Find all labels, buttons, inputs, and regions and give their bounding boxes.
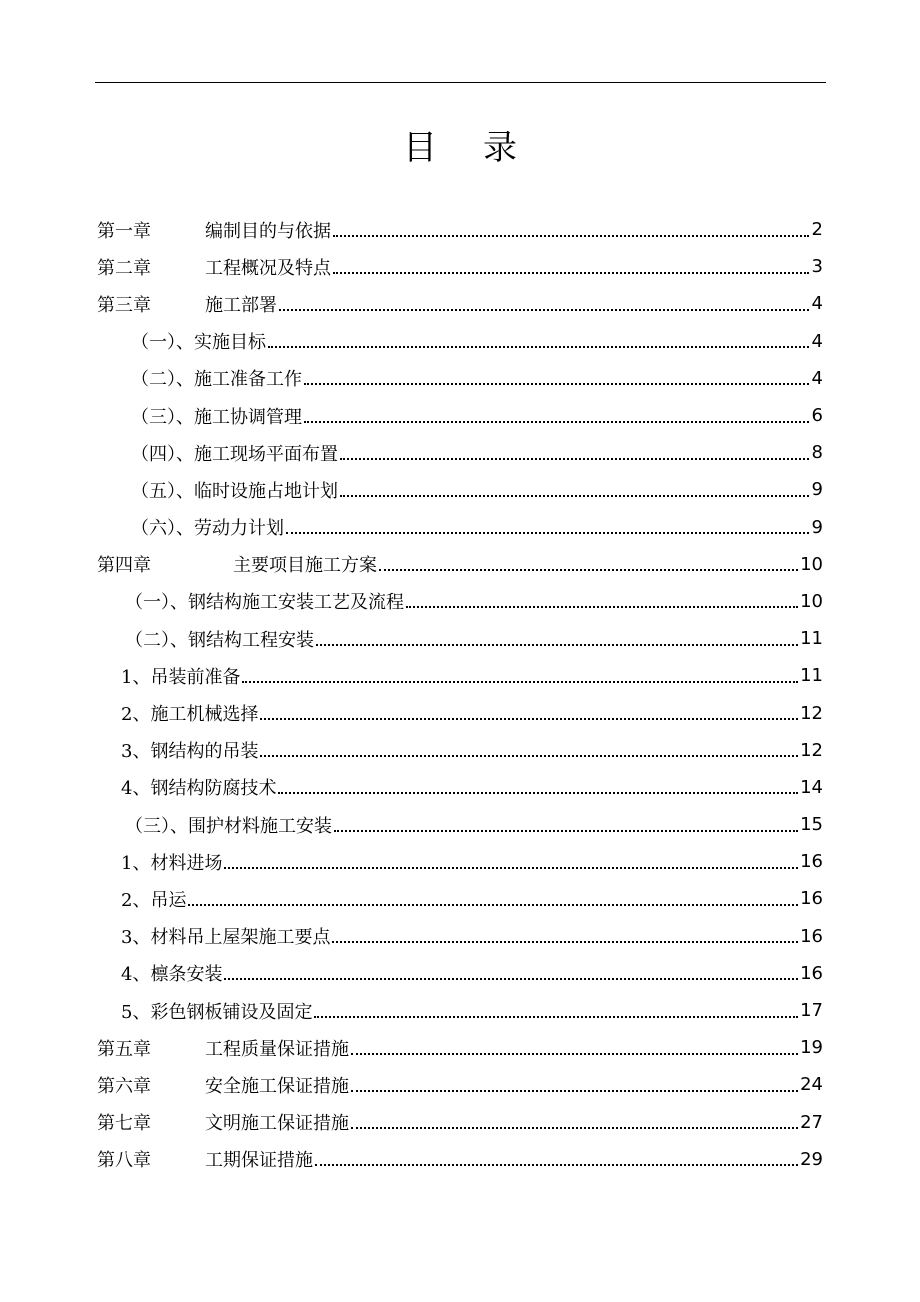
toc-entry-label: 主要项目施工方案 <box>233 555 377 577</box>
toc-entry[interactable] <box>97 806 823 843</box>
toc-chapter-number: 第八章 <box>97 1150 151 1172</box>
toc-entry[interactable] <box>97 620 823 657</box>
header-rule <box>95 82 826 83</box>
toc-page-number: 24 <box>800 1074 823 1096</box>
toc-page-number: 14 <box>800 776 823 798</box>
dot-leader <box>333 217 809 237</box>
toc-chapter-number: 第一章 <box>97 220 151 242</box>
toc-entry-label: 1、材料进场 <box>121 852 223 874</box>
toc-entry[interactable] <box>97 843 823 880</box>
dot-leader <box>314 998 798 1018</box>
dot-leader <box>260 700 798 720</box>
toc-page-number: 29 <box>800 1148 823 1170</box>
toc-page-number: 2 <box>811 219 823 241</box>
toc-title <box>0 122 920 174</box>
toc-entry-label: 5、彩色钢板铺设及固定 <box>121 1001 313 1023</box>
toc-entry[interactable] <box>97 732 823 769</box>
toc-entry-label: 工程概况及特点 <box>205 257 331 279</box>
toc-chapter-number: 第三章 <box>97 294 151 316</box>
dot-leader <box>351 1072 798 1092</box>
dot-leader <box>333 254 809 274</box>
toc-entry[interactable] <box>97 546 823 583</box>
toc-entry-label: （四）、施工现场平面布置 <box>131 443 338 465</box>
dot-leader <box>316 626 798 646</box>
toc-page-number: 4 <box>811 330 823 352</box>
toc-entry[interactable] <box>97 918 823 955</box>
toc-entry-label: （一）、实施目标 <box>131 332 266 354</box>
dot-leader <box>379 551 798 571</box>
dot-leader <box>351 1109 798 1129</box>
dot-leader <box>340 440 809 460</box>
dot-leader <box>340 477 809 497</box>
toc-chapter-number: 第五章 <box>97 1038 151 1060</box>
dot-leader <box>279 291 809 311</box>
toc-page-number: 11 <box>800 628 823 650</box>
dot-leader <box>224 960 798 980</box>
toc-entry-label: 安全施工保证措施 <box>205 1075 349 1097</box>
toc-entry[interactable] <box>97 211 823 248</box>
toc-chapter-number: 第二章 <box>97 257 151 279</box>
dot-leader <box>406 588 798 608</box>
toc-page-number: 16 <box>800 851 823 873</box>
toc-entry-label: 工程质量保证措施 <box>205 1038 349 1060</box>
dot-leader <box>268 328 809 348</box>
toc-entry[interactable] <box>97 1066 823 1103</box>
toc-page-number: 12 <box>800 702 823 724</box>
toc-entry-label: 4、钢结构防腐技术 <box>121 778 277 800</box>
dot-leader <box>332 923 798 943</box>
toc-page-number: 15 <box>800 814 823 836</box>
toc-entry[interactable] <box>97 694 823 731</box>
toc-entry-label: 工期保证措施 <box>205 1150 313 1172</box>
toc-entry-label: （二）、钢结构工程安装 <box>125 629 314 651</box>
dot-leader <box>278 774 798 794</box>
toc-entry[interactable] <box>97 323 823 360</box>
toc-entry[interactable] <box>97 285 823 322</box>
dot-leader <box>260 737 798 757</box>
dot-leader <box>188 886 798 906</box>
toc-chapter-number: 第六章 <box>97 1075 151 1097</box>
toc-entry-label: 4、檩条安装 <box>121 964 223 986</box>
toc-page-number: 16 <box>800 925 823 947</box>
toc-entry-label: （二）、施工准备工作 <box>131 369 302 391</box>
dot-leader <box>304 403 809 423</box>
toc-entry[interactable] <box>97 955 823 992</box>
toc-entry-label: 1、吊装前准备 <box>121 666 241 688</box>
title-char-1: 目 <box>403 128 437 168</box>
toc-page-number: 6 <box>811 405 823 427</box>
toc-page-number: 4 <box>811 367 823 389</box>
toc-page-number: 9 <box>811 479 823 501</box>
toc-entry-label: 文明施工保证措施 <box>205 1113 349 1135</box>
toc-page-number: 10 <box>800 590 823 612</box>
toc-entry[interactable] <box>97 360 823 397</box>
toc-entry[interactable] <box>97 1104 823 1141</box>
toc-page-number: 27 <box>800 1111 823 1133</box>
toc-page-number: 10 <box>800 553 823 575</box>
toc-page-number: 11 <box>800 665 823 687</box>
toc-page-number: 8 <box>811 442 823 464</box>
toc-entry-label: （六）、劳动力计划 <box>131 518 284 540</box>
toc-entry[interactable] <box>97 657 823 694</box>
toc-page-number: 3 <box>811 256 823 278</box>
toc-page-number: 12 <box>800 739 823 761</box>
table-of-contents <box>97 211 823 1178</box>
toc-page-number: 16 <box>800 888 823 910</box>
toc-entry[interactable] <box>97 880 823 917</box>
toc-entry-label: 2、施工机械选择 <box>121 704 259 726</box>
dot-leader <box>304 365 809 385</box>
toc-entry-label: （三）、围护材料施工安装 <box>125 815 332 837</box>
toc-entry[interactable] <box>97 992 823 1029</box>
toc-page-number: 17 <box>800 1000 823 1022</box>
toc-entry-label: （一）、钢结构施工安装工艺及流程 <box>125 592 404 614</box>
toc-entry[interactable] <box>97 471 823 508</box>
dot-leader <box>351 1035 798 1055</box>
toc-page-number: 9 <box>811 516 823 538</box>
toc-entry-label: 施工部署 <box>205 294 277 316</box>
toc-entry[interactable] <box>97 1029 823 1066</box>
toc-page-number: 4 <box>811 293 823 315</box>
toc-entry-label: （五）、临时设施占地计划 <box>131 480 338 502</box>
toc-chapter-number: 第七章 <box>97 1113 151 1135</box>
dot-leader <box>315 1146 798 1166</box>
toc-page-number: 19 <box>800 1037 823 1059</box>
toc-entry[interactable] <box>97 248 823 285</box>
toc-entry-label: 3、材料吊上屋架施工要点 <box>121 927 331 949</box>
toc-entry-label: 2、吊运 <box>121 889 187 911</box>
toc-entry[interactable] <box>97 397 823 434</box>
toc-chapter-number: 第四章 <box>97 555 151 577</box>
toc-entry[interactable] <box>97 434 823 471</box>
dot-leader <box>224 849 798 869</box>
toc-entry[interactable] <box>97 583 823 620</box>
toc-entry[interactable] <box>97 769 823 806</box>
dot-leader <box>334 812 798 832</box>
toc-page-number: 16 <box>800 962 823 984</box>
toc-entry[interactable] <box>97 509 823 546</box>
dot-leader <box>242 663 798 683</box>
toc-entry-label: 编制目的与依据 <box>205 220 331 242</box>
title-char-2: 录 <box>483 128 517 168</box>
dot-leader <box>286 514 809 534</box>
toc-entry-label: （三）、施工协调管理 <box>131 406 302 428</box>
toc-entry[interactable] <box>97 1141 823 1178</box>
toc-entry-label: 3、钢结构的吊装 <box>121 741 259 763</box>
